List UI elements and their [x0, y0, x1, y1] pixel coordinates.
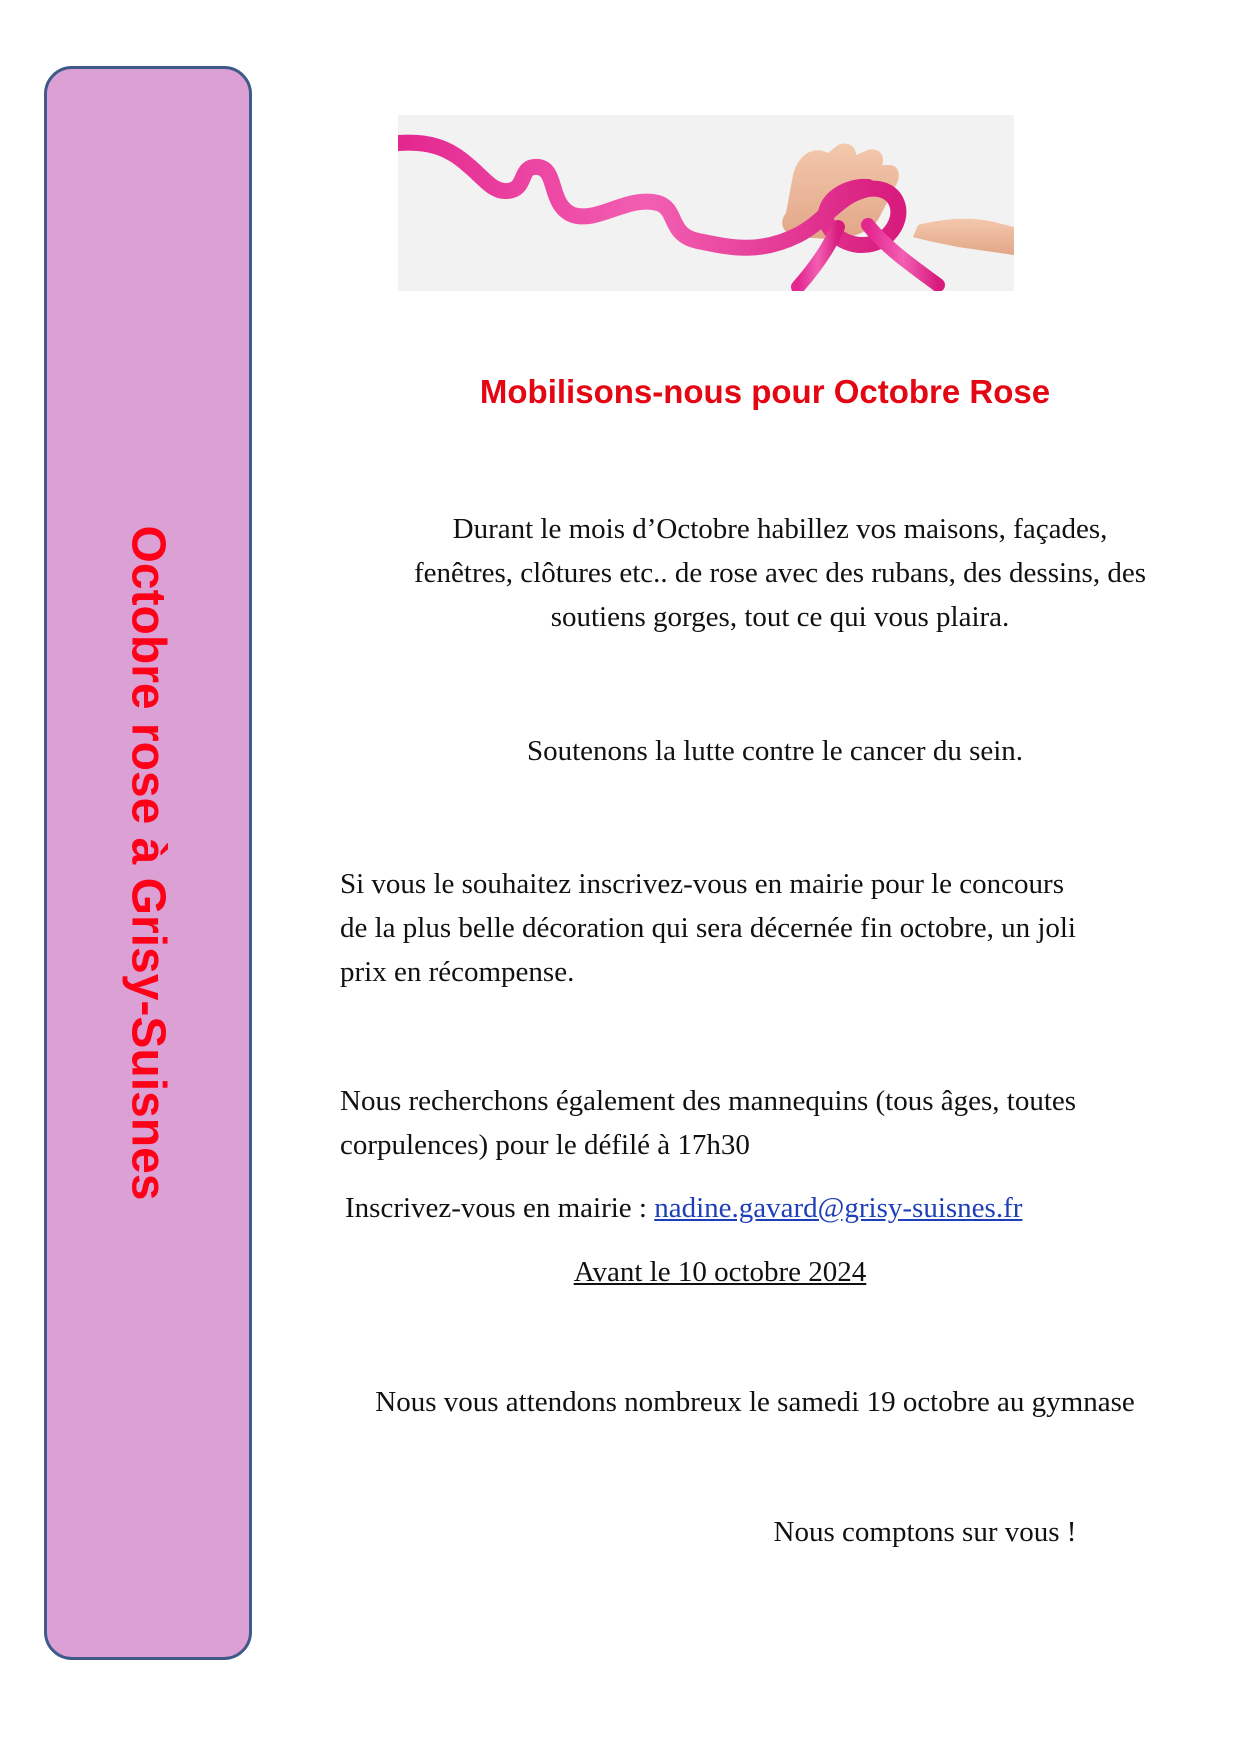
registration-prefix: Inscrivez-vous en mairie :: [345, 1192, 655, 1224]
ribbon-banner-image: [398, 115, 1014, 291]
contest-line-2: de la plus belle décoration qui sera décernée fin octobre, un joli: [340, 912, 1076, 944]
sidebar-panel: [44, 66, 252, 1660]
closing-paragraph: Nous comptons sur vous !: [773, 1516, 1077, 1548]
contest-line-3: prix en récompense.: [340, 956, 575, 988]
registration-paragraph: [345, 1186, 1205, 1230]
event-date-paragraph: Nous vous attendons nombreux le samedi 19 octobre au gymnase: [375, 1386, 1135, 1418]
intro-line-3: soutiens gorges, tout ce qui vous plaira.: [550, 601, 1010, 633]
pink-ribbon-icon: [398, 115, 1014, 291]
intro-line-1: Durant le mois d’Octobre habillez vos maisons, façades,: [452, 513, 1108, 545]
deadline-text: [340, 1250, 1100, 1294]
contest-paragraph: [340, 862, 1200, 994]
models-line-2: corpulences) pour le défilé à 17h30: [340, 1129, 750, 1161]
sidebar-vertical-title: Octobre rose à Grisy-Suisnes: [121, 525, 175, 1201]
deadline-underlined: Avant le 10 octobre 2024: [573, 1256, 867, 1288]
intro-line-2: fenêtres, clôtures etc.. de rose avec des rubans, des dessins, des: [414, 557, 1146, 589]
models-line-1: Nous recherchons également des mannequins (tous âges, toutes: [340, 1085, 1077, 1117]
intro-paragraph: [340, 507, 1220, 639]
support-paragraph: Soutenons la lutte contre le cancer du sein.: [526, 735, 1024, 767]
contest-line-1: Si vous le souhaitez inscrivez-vous en mairie pour le concours: [340, 868, 1064, 900]
poster-title: Mobilisons-nous pour Octobre Rose: [479, 373, 1051, 410]
models-paragraph: [340, 1079, 1200, 1167]
contact-email-link[interactable]: nadine.gavard@grisy-suisnes.fr: [654, 1192, 1023, 1224]
